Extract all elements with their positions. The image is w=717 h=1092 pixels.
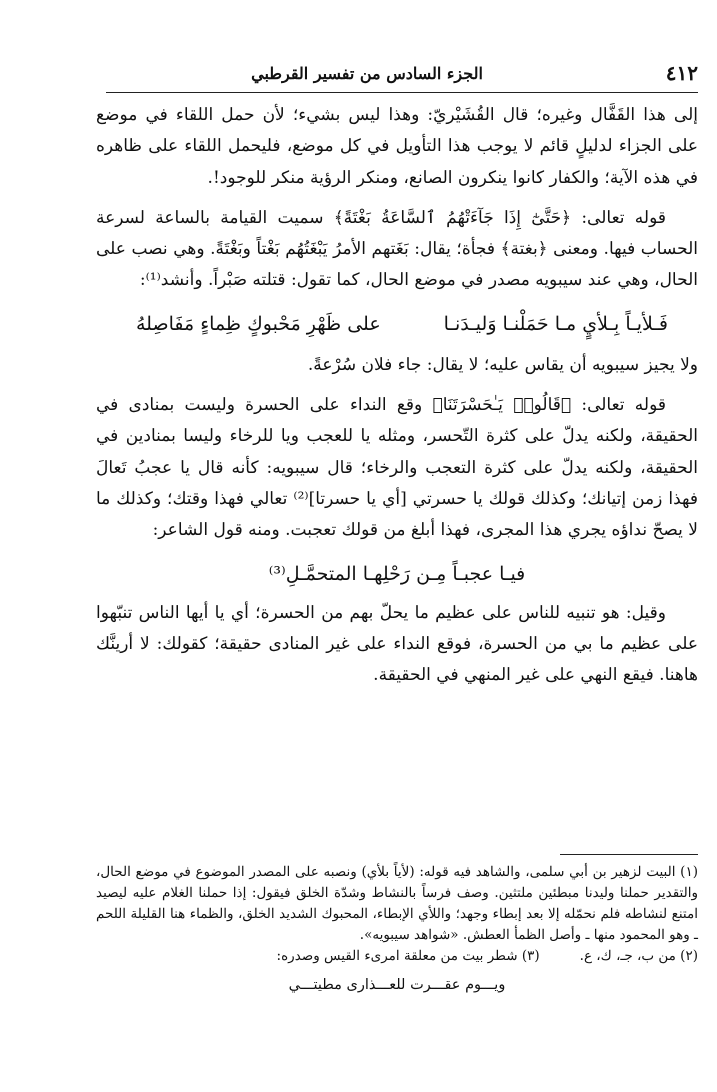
footnote-divider [560,854,698,855]
verse-2-hemistich: فيـا عجبـاً مِـن رَحْلِهـا المتحمَّـلِ⁽³⁾ [268,562,526,585]
verse-1 [96,306,698,342]
paragraph-3: ولا يجيز سيبويه أن يقاس عليه؛ لا يقال: جاء فلان سُرْعةً. [307,354,698,375]
footnote-1: (١) البيت لزهير بن أبي سلمى، والشاهد فيه قوله: (لأياً بلأي) ونصبه على المصدر الموضوع في موضع الحال، والتقدير حملنا وليدنا مبطئين ملتثين. وصف فرساً بالنشاط وشدّة الخلق فيقول: إذا حملنا الغلام عليه ليصيد امتنع لنشاطه فلم نحمّله إلا بعد إبطاء وجهد؛ واللأي الإبطاء، المحبوك الشديد الخلق، والظماء هنا القليلة اللحم ـ وهو المحمود منها ـ وأصل الظمأ العطش. «شواهد سيبويه». [96,864,698,943]
paragraph-5: وقيل: هو تنبيه للناس على عظيم ما يحلّ بهم من الحسرة؛ أي يا أيها الناس تنبّهوا على عظيم ما بي من الحسرة، فوقع النداء على غير المنادى حقيقة؛ كقولك: لا أرينَّك هاهنا. فيقع النهي على غير المنهي في الحقيقة. [96,602,698,686]
paragraph-4: قوله تعالى: ﴿قَالُوا۟ يَـٰحَسْرَتَنَا﴾ وقع النداء على الحسرة وليست بمنادى في الحقيقة، ولكنه يدلّ على كثرة التّحسر، ومثله يا للعجب ويا للرخاء وليسا بمنادين في الحقيقة، ولكنه يدلّ على كثرة التعجب والرخاء؛ قال سيبويه: كأنه قال يا عجبُ تَعالَ فهذا زمن إتيانك؛ وكذلك قولك يا حسرتي [أي يا حسرتا]⁽²⁾ تعالي فهذا وقتك؛ وكذلك ما لا يصحّ نداؤه يجري هذا المجرى، فهذا أبلغ من قولك تعجبت. ومنه قول الشاعر: [96,395,699,541]
footnote-3-verse: ويـــوم عقـــرت للعـــذارى مطيتـــي [288,977,506,993]
page-number: ٤١٢ [665,61,698,85]
verse-1-first-hemistich: فَـلأيـاً بِـلأيٍ مـا حَمَلْنـا وَليـدَنـا [443,312,668,335]
main-text [96,100,698,700]
paragraph-2: قوله تعالى: ﴿حَتَّىٰٓ إِذَا جَآءَتْهُمُ ٱلسَّاعَةُ بَغْتَةً﴾ سميت القيامة بالساعة لسرعة الحساب فيها. ومعنى ﴿بغتة﴾ فجأة؛ يقال: بَغَتهم الأمرُ يَبْغَتُهُم بَغْتاً وبَغْتَةً. وهي نصب على الحال، وهي عند سيبويه مصدر في موضع الحال، كما تقول: قتلته صَبْراً. وأنشد⁽¹⁾: [96,207,698,291]
verse-2 [96,556,698,592]
page-header [106,60,698,88]
footnote-2: (٢) من ب، جـ، ك، ع. [579,948,698,964]
header-divider [106,92,698,93]
paragraph-1: إلى هذا القَفَّال وغيره؛ قال القُشَيْريّ: وهذا ليس بشيء؛ لأن حمل اللقاء في موضع على الجزاء لدليلٍ قائم لا يوجب هذا التأويل في كل موضع، فليحمل اللقاء على ظاهره في هذه الآية؛ والكفار كانوا ينكرون الصانع، ومنكر الرؤية منكر للوجود!. [96,105,698,188]
footnote-row-2-3 [96,946,698,967]
running-title: الجزء السادس من تفسير القرطبي [251,64,483,83]
footnote-3: (٣) شطر بيت من معلقة امرىء القيس وصدره: [276,948,540,964]
footnotes [96,862,698,996]
verse-1-second-hemistich: على ظَهْرِ مَحْبوكٍ ظِماءٍ مَفَاصِلهُ [136,312,381,335]
